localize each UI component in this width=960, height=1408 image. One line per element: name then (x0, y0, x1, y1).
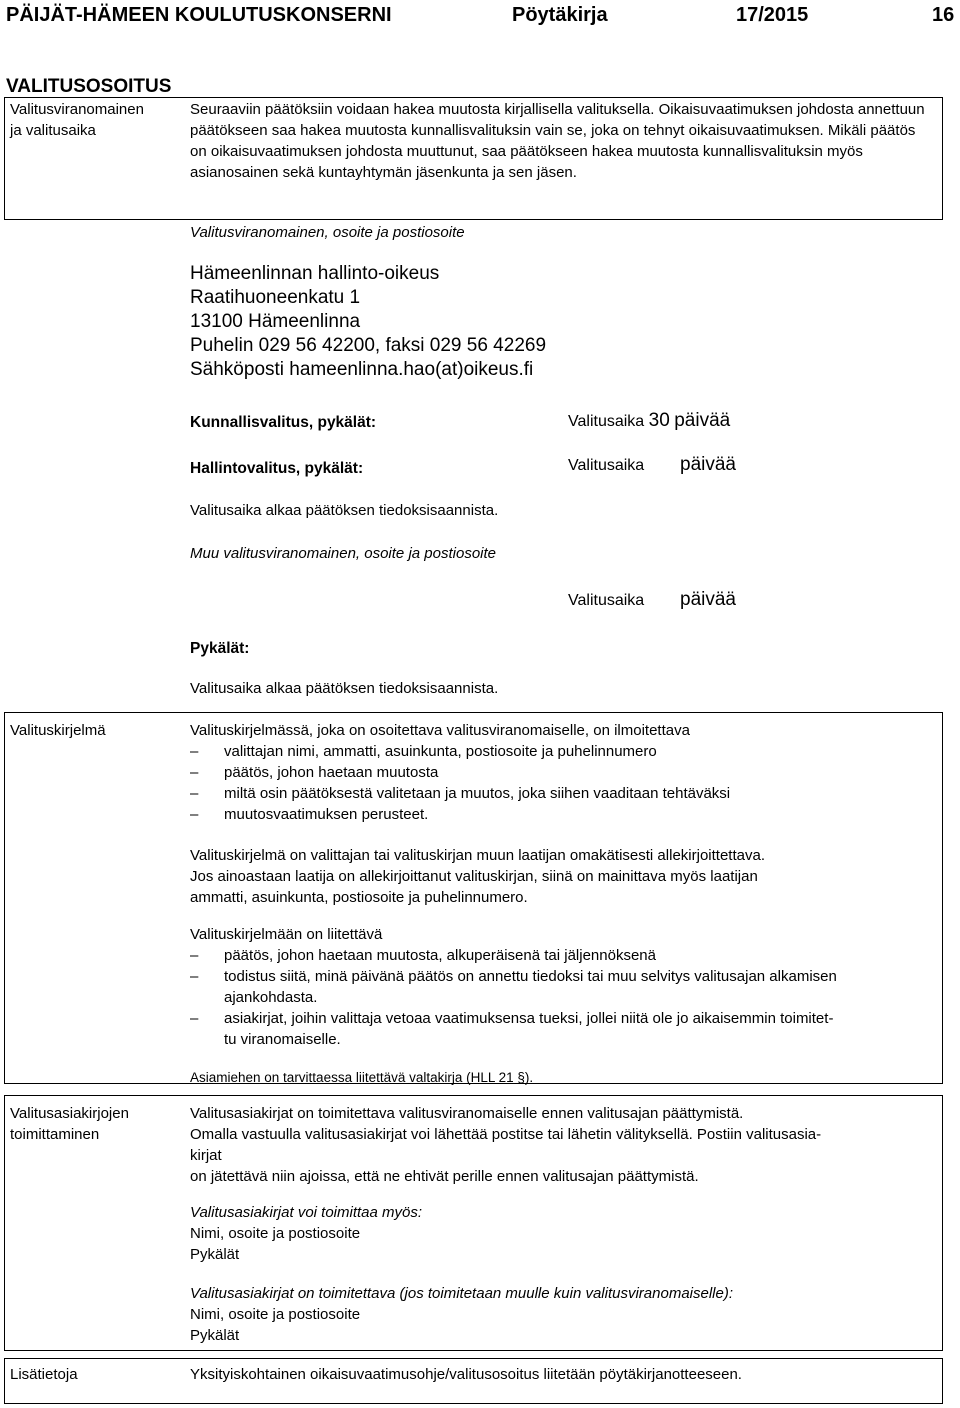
delivery-instructions: Valitusasiakirjat on toimitettava valitusviranomaiselle ennen valitusajan päättymistä. Omalla vastuulla valitusasiakirjat voi lähettää postitse tai lähetin välityksellä. Postiin valitusasia- kirjat on jätettävä niin ajoissa, että ne ehtivät perille ennen valitusajan päättymistä. (190, 1105, 822, 1185)
signature-paragraph: Valituskirjelmä on valittajan tai valituskirjan muun laatijan omakätisesti allekirjoittettava. Jos ainoastaan laatija on allekirjoittanut valituskirjan, siinä on mainittava myös laatijan ammatti, asuinkunta, postiosoite ja puhelinnumero. (190, 847, 765, 906)
authority-name: Hämeenlinnan hallinto-oikeus (190, 263, 440, 284)
appeal-start-note: Valitusaika alkaa päätöksen tiedoksisaannista. (190, 502, 499, 519)
other-authority-start-note: Valitusaika alkaa päätöksen tiedoksisaannista. (190, 680, 499, 697)
additional-info-text: Yksityiskohtainen oikaisuvaatimusohje/valitusosoitus liitetään pöytäkirjanotteeseen. (190, 1366, 742, 1383)
authority-phone: Puhelin 029 56 42200, faksi 029 56 42269 (190, 335, 547, 356)
administrative-appeal-period-label: Valitusaika (568, 457, 645, 474)
other-authority-sections-label: Pykälät: (190, 640, 250, 657)
alternate-delivery-caption: Valitusasiakirjat voi toimittaa myös: (190, 1204, 423, 1221)
other-authority-period-label: Valitusaika (568, 592, 645, 609)
municipal-appeal-period: Valitusaika 30 päivää (568, 410, 731, 431)
administrative-appeal-unit: päivää (680, 454, 736, 475)
appeal-letter-intro: Valituskirjelmässä, joka on osoitettava valitusviranomaiselle, on ilmoitettava (190, 722, 690, 739)
authority-city: 13100 Hämeenlinna (190, 311, 361, 332)
other-authority-unit: päivää (680, 589, 736, 610)
list-item: – päätös, johon haetaan muutosta (190, 762, 940, 783)
other-recipient-caption: Valitusasiakirjat on toimitettava (jos toimitetaan muulle kuin valitusviranomaiselle): (190, 1285, 734, 1302)
attachments-intro: Valituskirjelmään on liitettävä (190, 926, 383, 943)
alternate-delivery: Valitusasiakirjat voi toimittaa myös: Nimi, osoite ja postiosoite Pykälät (190, 1204, 423, 1263)
row-label-additional-info: Lisätietoja (10, 1366, 78, 1383)
page-title: VALITUSOSOITUS (6, 76, 172, 97)
list-item: – muutosvaatimuksen perusteet. (190, 804, 940, 825)
document-number: 17/2015 (736, 4, 809, 26)
row-label-delivery: Valitusasiakirjojen toimittaminen (10, 1105, 129, 1143)
list-item: – miltä osin päätöksestä valitetaan ja muutos, joka siihen vaaditaan tehtäväksi (190, 783, 940, 804)
list-item: – päätös, johon haetaan muutosta, alkuperäisenä tai jäljennöksenä (190, 945, 940, 966)
page-number: 16 (932, 4, 955, 26)
authority-caption: Valitusviranomainen, osoite ja postiosoite (190, 224, 465, 241)
list-item: – asiakirjat, joihin valittaja vetoaa vaatimuksensa tueksi, jollei niitä ole jo aikaisemmin toimitet- tu viranomaiselle. (190, 1008, 940, 1050)
municipal-appeal-label: Kunnallisvalitus, pykälät: (190, 414, 377, 431)
attachments-section (190, 924, 940, 1050)
document-type: Pöytäkirja (512, 4, 608, 26)
row-label-appeal-letter: Valituskirjelmä (10, 722, 106, 739)
organization-name: PÄIJÄT-HÄMEEN KOULUTUSKONSERNI (6, 4, 392, 26)
attachments-list (190, 945, 940, 1050)
appeal-intro-text: Seuraaviin päätöksiin voidaan hakea muutosta kirjallisella valituksella. Oikaisuvaatimuksen johdosta annettuun päätökseen saa hakea muutosta kunnallisvalituksin vain se, joka on tehnyt oikaisuvaatimuksen. Mikäli päätös on oikaisuvaatimuksen johdosta muuttunut, saa päätökseen hakea muutosta kunnallisvalituksin myös asianosainen sekä kuntayhtymän jäsenkunta ja sen jäsen. (190, 101, 925, 181)
list-item: – todistus siitä, minä päivänä päätös on annettu tiedoksi tai muu selvitys valitusajan alkamisen ajankohdasta. (190, 966, 940, 1008)
appeal-letter-content (190, 720, 940, 825)
other-recipient-delivery: Valitusasiakirjat on toimitettava (jos toimitetaan muulle kuin valitusviranomaiselle): Nimi, osoite ja postiosoite Pykälät (190, 1285, 734, 1344)
proxy-note: Asiamiehen on tarvittaessa liitettävä valtakirja (HLL 21 §). (190, 1070, 534, 1085)
authority-email: Sähköposti hameenlinna.hao(at)oikeus.fi (190, 359, 534, 380)
row-label-authority: Valitusviranomainen ja valitusaika (10, 101, 144, 139)
other-authority-caption: Muu valitusviranomainen, osoite ja postiosoite (190, 545, 496, 562)
list-item: – valittajan nimi, ammatti, asuinkunta, postiosoite ja puhelinnumero (190, 741, 940, 762)
authority-street: Raatihuoneenkatu 1 (190, 287, 361, 308)
administrative-appeal-label: Hallintovalitus, pykälät: (190, 460, 364, 477)
required-info-list (190, 741, 940, 825)
authority-address (190, 262, 546, 382)
